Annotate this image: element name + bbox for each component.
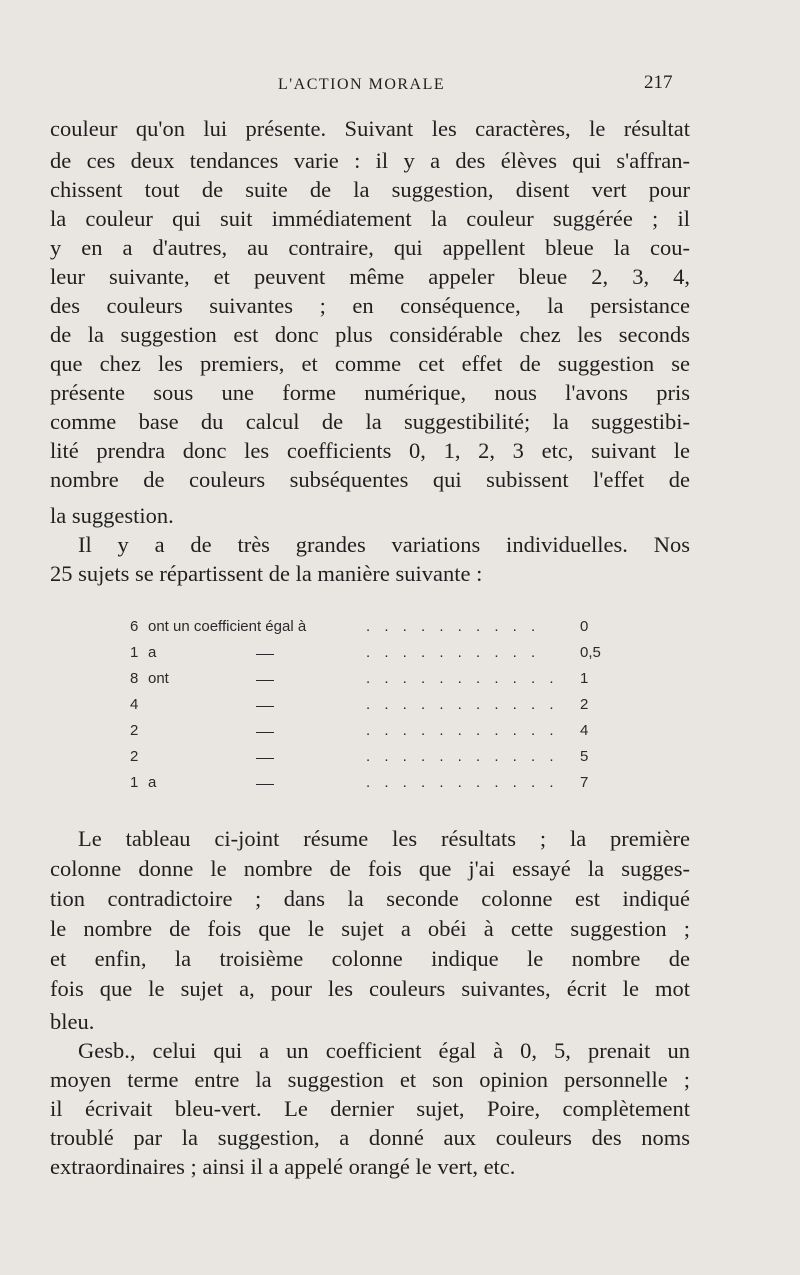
page-number: 217 [644, 72, 673, 93]
leader-dots: . . . . . . . . . . . [366, 670, 559, 687]
leader-dots: . . . . . . . . . . [366, 618, 541, 635]
table-row [130, 696, 610, 720]
count-cell: 2 [130, 748, 139, 765]
count-cell: 2 [130, 722, 139, 739]
count-cell: 4 [130, 696, 139, 713]
row-label: ont un coefficient égal à [148, 618, 307, 635]
leader-dots: . . . . . . . . . . . [366, 748, 559, 765]
coefficient-value: 7 [580, 774, 589, 791]
text-line: y en a d'autres, au contraire, qui appellent bleue la cou- [50, 235, 690, 260]
text-line: Le tableau ci-joint résume les résultats ; la première [78, 826, 690, 851]
leader-dots: . . . . . . . . . . . [366, 722, 559, 739]
ditto-dash [256, 758, 274, 759]
leader-dots: . . . . . . . . . . . [366, 696, 559, 713]
text-line: et enfin, la troisième colonne indique le nombre de [50, 946, 690, 971]
text-line: des couleurs suivantes ; en conséquence, la persistance [50, 293, 690, 318]
leader-dots: . . . . . . . . . . [366, 644, 541, 661]
row-label: a [148, 644, 157, 661]
text-line: chissent tout de suite de la suggestion, disent vert pour [50, 177, 690, 202]
count-cell: 8 [130, 670, 139, 687]
table-row [130, 670, 610, 694]
text-line: de la suggestion est donc plus considérable chez les seconds [50, 322, 690, 347]
coefficient-value: 4 [580, 722, 589, 739]
table-row [130, 722, 610, 746]
running-title: L'ACTION MORALE [278, 76, 446, 93]
row-label: ont [148, 670, 169, 687]
ditto-dash [256, 654, 274, 655]
ditto-dash [256, 784, 274, 785]
table-row [130, 748, 610, 772]
text-line: lité prendra donc les coefficients 0, 1, 2, 3 etc, suivant le [50, 438, 690, 463]
text-line: Il y a de très grandes variations individuelles. Nos [78, 532, 690, 557]
text-line: fois que le sujet a, pour les couleurs suivantes, écrit le mot [50, 976, 690, 1001]
table-row [130, 644, 610, 668]
coefficient-value: 2 [580, 696, 589, 713]
text-line: la couleur qui suit immédiatement la couleur suggérée ; il [50, 206, 690, 231]
coefficient-value: 5 [580, 748, 589, 765]
count-cell: 6 [130, 618, 139, 635]
leader-dots: . . . . . . . . . . . [366, 774, 559, 791]
table-row [130, 774, 610, 798]
text-line: leur suivante, et peuvent même appeler bleue 2, 3, 4, [50, 264, 690, 289]
count-cell: 1 [130, 774, 139, 791]
row-label: a [148, 774, 157, 791]
running-head [0, 72, 800, 104]
ditto-dash [256, 732, 274, 733]
text-line: Gesb., celui qui a un coefficient égal à 0, 5, prenait un [78, 1038, 690, 1063]
text-line: 25 sujets se répartissent de la manière suivante : [50, 561, 483, 586]
text-line: extraordinaires ; ainsi il a appelé orangé le vert, etc. [50, 1154, 516, 1179]
text-line: couleur qu'on lui présente. Suivant les caractères, le résultat [50, 116, 690, 141]
text-line: de ces deux tendances varie : il y a des élèves qui s'affran- [50, 148, 690, 173]
text-line: nombre de couleurs subséquentes qui subissent l'effet de [50, 467, 690, 492]
text-line: comme base du calcul de la suggestibilité; la suggestibi- [50, 409, 690, 434]
text-line: bleu. [50, 1009, 95, 1034]
text-line: tion contradictoire ; dans la seconde colonne est indiqué [50, 886, 690, 911]
text-line: moyen terme entre la suggestion et son opinion personnelle ; [50, 1067, 690, 1092]
text-line: la suggestion. [50, 503, 174, 528]
text-line: que chez les premiers, et comme cet effet de suggestion se [50, 351, 690, 376]
count-cell: 1 [130, 644, 139, 661]
coefficient-value: 0,5 [580, 644, 601, 661]
text-line: troublé par la suggestion, a donné aux couleurs des noms [50, 1125, 690, 1150]
text-line: il écrivait bleu-vert. Le dernier sujet, Poire, complètement [50, 1096, 690, 1121]
coefficient-value: 0 [580, 618, 589, 635]
ditto-dash [256, 680, 274, 681]
table-row [130, 618, 610, 642]
text-line: présente sous une forme numérique, nous l'avons pris [50, 380, 690, 405]
text-line: colonne donne le nombre de fois que j'ai essayé la sugges- [50, 856, 690, 881]
coefficient-value: 1 [580, 670, 589, 687]
ditto-dash [256, 706, 274, 707]
text-line: le nombre de fois que le sujet a obéi à cette suggestion ; [50, 916, 690, 941]
